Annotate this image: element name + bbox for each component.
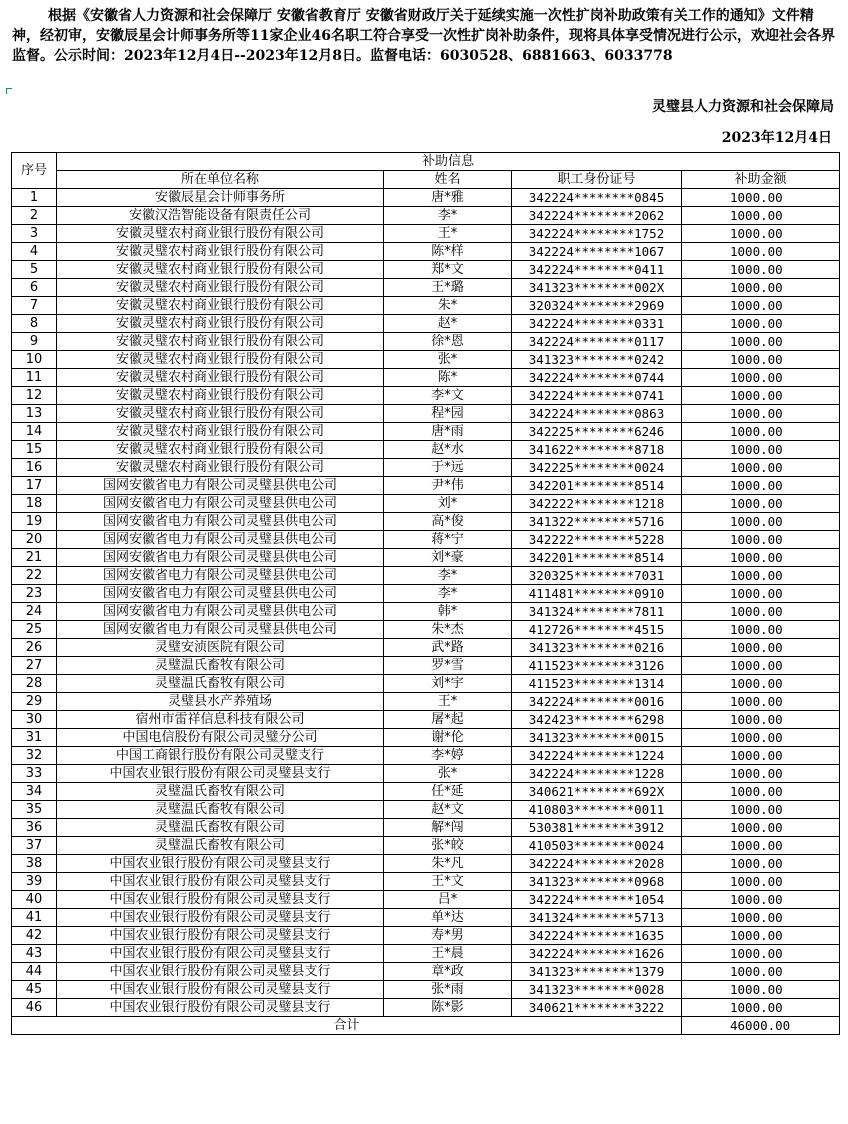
row-name: 陈*影: [384, 999, 512, 1017]
row-amount: 1000.00: [682, 315, 840, 333]
row-id: 530381********3912: [512, 819, 682, 837]
row-amount: 1000.00: [682, 639, 840, 657]
row-id: 342222********1218: [512, 495, 682, 513]
table-row: [12, 873, 840, 891]
row-seq: 8: [12, 315, 57, 333]
table-row: [12, 387, 840, 405]
row-id: 342224********1752: [512, 225, 682, 243]
row-amount: 1000.00: [682, 963, 840, 981]
row-amount: 1000.00: [682, 693, 840, 711]
issuing-organization: 灵璧县人力资源和社会保障局: [652, 99, 834, 115]
row-seq: 40: [12, 891, 57, 909]
row-seq: 38: [12, 855, 57, 873]
row-amount: 1000.00: [682, 351, 840, 369]
row-name: 徐*恩: [384, 333, 512, 351]
row-unit: 安徽灵璧农村商业银行股份有限公司: [57, 261, 384, 279]
row-unit: 国网安徽省电力有限公司灵璧县供电公司: [57, 513, 384, 531]
row-amount: 1000.00: [682, 207, 840, 225]
row-unit: 安徽灵璧农村商业银行股份有限公司: [57, 405, 384, 423]
row-id: 342224********2028: [512, 855, 682, 873]
row-amount: 1000.00: [682, 891, 840, 909]
row-seq: 41: [12, 909, 57, 927]
table-row: [12, 945, 840, 963]
row-name: 张*皎: [384, 837, 512, 855]
row-name: 罗*雪: [384, 657, 512, 675]
row-seq: 7: [12, 297, 57, 315]
row-unit: 安徽灵璧农村商业银行股份有限公司: [57, 387, 384, 405]
row-seq: 24: [12, 603, 57, 621]
row-amount: 1000.00: [682, 855, 840, 873]
row-seq: 9: [12, 333, 57, 351]
row-name: 王*晨: [384, 945, 512, 963]
table-row: [12, 729, 840, 747]
row-unit: 安徽灵璧农村商业银行股份有限公司: [57, 225, 384, 243]
row-id: 320325********7031: [512, 567, 682, 585]
row-amount: 1000.00: [682, 729, 840, 747]
table-row: [12, 963, 840, 981]
table-row: [12, 297, 840, 315]
row-amount: 1000.00: [682, 423, 840, 441]
row-unit: 灵璧温氏畜牧有限公司: [57, 819, 384, 837]
row-unit: 安徽灵璧农村商业银行股份有限公司: [57, 423, 384, 441]
row-amount: 1000.00: [682, 333, 840, 351]
row-seq: 2: [12, 207, 57, 225]
row-amount: 1000.00: [682, 369, 840, 387]
row-name: 屠*起: [384, 711, 512, 729]
row-name: 张*雨: [384, 981, 512, 999]
row-name: 李*: [384, 567, 512, 585]
table-row: [12, 909, 840, 927]
row-unit: 中国农业银行股份有限公司灵璧县支行: [57, 963, 384, 981]
row-seq: 33: [12, 765, 57, 783]
row-id: 342224********1228: [512, 765, 682, 783]
row-amount: 1000.00: [682, 297, 840, 315]
row-name: 刘*宇: [384, 675, 512, 693]
row-amount: 1000.00: [682, 531, 840, 549]
total-amount: 46000.00: [682, 1017, 840, 1035]
row-amount: 1000.00: [682, 567, 840, 585]
row-id: 342201********8514: [512, 477, 682, 495]
row-id: 341323********002X: [512, 279, 682, 297]
header-unit: 所在单位名称: [57, 171, 384, 189]
row-id: 341324********7811: [512, 603, 682, 621]
table-body: [12, 189, 840, 1017]
publish-date: 2023年12月4日: [721, 130, 832, 146]
row-seq: 32: [12, 747, 57, 765]
table-row: [12, 351, 840, 369]
table-row: [12, 765, 840, 783]
row-seq: 43: [12, 945, 57, 963]
row-amount: 1000.00: [682, 243, 840, 261]
row-id: 410803********0011: [512, 801, 682, 819]
row-id: 342224********0117: [512, 333, 682, 351]
table-row: [12, 621, 840, 639]
row-name: 朱*: [384, 297, 512, 315]
row-amount: 1000.00: [682, 549, 840, 567]
row-amount: 1000.00: [682, 585, 840, 603]
row-id: 341322********5716: [512, 513, 682, 531]
table-row: [12, 747, 840, 765]
table-row: [12, 279, 840, 297]
row-name: 陈*: [384, 369, 512, 387]
row-seq: 6: [12, 279, 57, 297]
row-seq: 17: [12, 477, 57, 495]
table-row: [12, 585, 840, 603]
total-label: 合计: [12, 1017, 682, 1035]
row-id: 342224********0016: [512, 693, 682, 711]
table-row: [12, 189, 840, 207]
row-id: 410503********0024: [512, 837, 682, 855]
table-row: [12, 315, 840, 333]
row-seq: 22: [12, 567, 57, 585]
notice-text: 根据《安徽省人力资源和社会保障厅 安徽省教育厅 安徽省财政厅关于延续实施一次性扩岗补助政策有关工作的通知》文件精神，经初审，安徽辰星会计师事务所等11家企业46名职工符合享受一次性扩岗补助条件，现将具体享受情况进行公示，欢迎社会各界监督。公示时间：2023年12月4日--2023年12月8日。监督电话：6030528、6881663、6033778: [12, 8, 835, 64]
row-id: 341622********8718: [512, 441, 682, 459]
row-name: 李*: [384, 585, 512, 603]
row-seq: 11: [12, 369, 57, 387]
row-id: 411523********3126: [512, 657, 682, 675]
row-seq: 3: [12, 225, 57, 243]
row-unit: 中国农业银行股份有限公司灵璧县支行: [57, 765, 384, 783]
row-id: 342225********6246: [512, 423, 682, 441]
row-seq: 15: [12, 441, 57, 459]
row-amount: 1000.00: [682, 189, 840, 207]
row-unit: 中国农业银行股份有限公司灵璧县支行: [57, 909, 384, 927]
row-name: 张*: [384, 351, 512, 369]
row-amount: 1000.00: [682, 513, 840, 531]
row-amount: 1000.00: [682, 477, 840, 495]
row-seq: 27: [12, 657, 57, 675]
row-id: 341324********5713: [512, 909, 682, 927]
row-unit: 中国农业银行股份有限公司灵璧县支行: [57, 945, 384, 963]
row-unit: 安徽灵璧农村商业银行股份有限公司: [57, 297, 384, 315]
row-name: 尹*伟: [384, 477, 512, 495]
row-unit: 国网安徽省电力有限公司灵璧县供电公司: [57, 621, 384, 639]
table-row: [12, 891, 840, 909]
row-id: 341323********0242: [512, 351, 682, 369]
row-unit: 安徽灵璧农村商业银行股份有限公司: [57, 333, 384, 351]
header-id: 职工身份证号: [512, 171, 682, 189]
row-seq: 42: [12, 927, 57, 945]
table-row: [12, 657, 840, 675]
row-seq: 14: [12, 423, 57, 441]
row-seq: 4: [12, 243, 57, 261]
row-amount: 1000.00: [682, 765, 840, 783]
row-seq: 19: [12, 513, 57, 531]
row-id: 342224********0411: [512, 261, 682, 279]
table-row: [12, 441, 840, 459]
table-row: [12, 639, 840, 657]
row-seq: 12: [12, 387, 57, 405]
row-amount: 1000.00: [682, 801, 840, 819]
row-name: 韩*: [384, 603, 512, 621]
row-name: 蒋*宁: [384, 531, 512, 549]
row-id: 342224********1067: [512, 243, 682, 261]
table-row: [12, 369, 840, 387]
row-name: 李*文: [384, 387, 512, 405]
row-id: 411523********1314: [512, 675, 682, 693]
table-row: [12, 549, 840, 567]
table-row: [12, 837, 840, 855]
row-id: 342224********1626: [512, 945, 682, 963]
header-name: 姓名: [384, 171, 512, 189]
table-row: [12, 981, 840, 999]
row-unit: 中国农业银行股份有限公司灵璧县支行: [57, 891, 384, 909]
row-seq: 29: [12, 693, 57, 711]
row-amount: 1000.00: [682, 945, 840, 963]
row-seq: 39: [12, 873, 57, 891]
row-unit: 国网安徽省电力有限公司灵璧县供电公司: [57, 567, 384, 585]
row-id: 342224********0331: [512, 315, 682, 333]
row-unit: 灵璧温氏畜牧有限公司: [57, 657, 384, 675]
row-amount: 1000.00: [682, 783, 840, 801]
row-id: 342224********1224: [512, 747, 682, 765]
row-amount: 1000.00: [682, 261, 840, 279]
table-row: [12, 819, 840, 837]
row-seq: 45: [12, 981, 57, 999]
subsidy-table: [11, 152, 840, 1035]
header-row-group: [12, 153, 840, 171]
row-name: 单*达: [384, 909, 512, 927]
row-unit: 国网安徽省电力有限公司灵璧县供电公司: [57, 477, 384, 495]
table-row: [12, 225, 840, 243]
row-name: 武*路: [384, 639, 512, 657]
row-unit: 国网安徽省电力有限公司灵璧县供电公司: [57, 495, 384, 513]
row-id: 340621********692X: [512, 783, 682, 801]
table-row: [12, 999, 840, 1017]
row-name: 唐*雅: [384, 189, 512, 207]
row-seq: 25: [12, 621, 57, 639]
row-unit: 安徽灵璧农村商业银行股份有限公司: [57, 351, 384, 369]
row-name: 王*: [384, 693, 512, 711]
row-name: 高*俊: [384, 513, 512, 531]
row-seq: 21: [12, 549, 57, 567]
row-unit: 灵璧温氏畜牧有限公司: [57, 837, 384, 855]
row-unit: 国网安徽省电力有限公司灵璧县供电公司: [57, 531, 384, 549]
row-seq: 34: [12, 783, 57, 801]
row-name: 章*政: [384, 963, 512, 981]
table-row: [12, 261, 840, 279]
row-id: 342423********6298: [512, 711, 682, 729]
row-amount: 1000.00: [682, 747, 840, 765]
cell-corner-marker: [6, 88, 12, 94]
row-unit: 宿州市雷祥信息科技有限公司: [57, 711, 384, 729]
table-row: [12, 927, 840, 945]
row-name: 朱*凡: [384, 855, 512, 873]
row-seq: 18: [12, 495, 57, 513]
row-amount: 1000.00: [682, 495, 840, 513]
row-unit: 中国农业银行股份有限公司灵璧县支行: [57, 855, 384, 873]
row-name: 郑*文: [384, 261, 512, 279]
row-unit: 国网安徽省电力有限公司灵璧县供电公司: [57, 603, 384, 621]
table-row: [12, 495, 840, 513]
row-name: 刘*豪: [384, 549, 512, 567]
row-unit: 灵璧温氏畜牧有限公司: [57, 675, 384, 693]
table-row: [12, 783, 840, 801]
row-seq: 13: [12, 405, 57, 423]
row-unit: 灵璧温氏畜牧有限公司: [57, 801, 384, 819]
row-name: 于*远: [384, 459, 512, 477]
row-seq: 36: [12, 819, 57, 837]
header-subsidy-info: 补助信息: [57, 153, 840, 171]
row-name: 王*: [384, 225, 512, 243]
row-name: 朱*杰: [384, 621, 512, 639]
row-unit: 安徽灵璧农村商业银行股份有限公司: [57, 441, 384, 459]
row-unit: 灵璧温氏畜牧有限公司: [57, 783, 384, 801]
row-amount: 1000.00: [682, 711, 840, 729]
row-name: 寿*男: [384, 927, 512, 945]
row-amount: 1000.00: [682, 657, 840, 675]
row-id: 341323********0216: [512, 639, 682, 657]
table-row: [12, 567, 840, 585]
row-amount: 1000.00: [682, 675, 840, 693]
table-row: [12, 423, 840, 441]
row-amount: 1000.00: [682, 837, 840, 855]
row-name: 赵*水: [384, 441, 512, 459]
row-unit: 中国农业银行股份有限公司灵璧县支行: [57, 999, 384, 1017]
row-amount: 1000.00: [682, 603, 840, 621]
row-seq: 16: [12, 459, 57, 477]
row-name: 陈*样: [384, 243, 512, 261]
row-name: 吕*: [384, 891, 512, 909]
row-id: 342201********8514: [512, 549, 682, 567]
row-amount: 1000.00: [682, 621, 840, 639]
row-unit: 安徽灵璧农村商业银行股份有限公司: [57, 369, 384, 387]
table-row: [12, 603, 840, 621]
row-amount: 1000.00: [682, 441, 840, 459]
row-seq: 26: [12, 639, 57, 657]
table-row: [12, 855, 840, 873]
row-id: 342224********2062: [512, 207, 682, 225]
row-seq: 44: [12, 963, 57, 981]
row-unit: 中国农业银行股份有限公司灵璧县支行: [57, 927, 384, 945]
row-id: 342222********5228: [512, 531, 682, 549]
row-seq: 10: [12, 351, 57, 369]
row-unit: 中国电信股份有限公司灵璧分公司: [57, 729, 384, 747]
header-row-columns: [12, 171, 840, 189]
row-seq: 5: [12, 261, 57, 279]
table-row: [12, 333, 840, 351]
row-id: 320324********2969: [512, 297, 682, 315]
row-unit: 安徽灵璧农村商业银行股份有限公司: [57, 315, 384, 333]
row-unit: 安徽灵璧农村商业银行股份有限公司: [57, 243, 384, 261]
table-row: [12, 243, 840, 261]
table-row: [12, 207, 840, 225]
row-name: 张*: [384, 765, 512, 783]
row-id: 341323********0028: [512, 981, 682, 999]
row-unit: 国网安徽省电力有限公司灵璧县供电公司: [57, 585, 384, 603]
row-seq: 1: [12, 189, 57, 207]
row-seq: 31: [12, 729, 57, 747]
row-unit: 国网安徽省电力有限公司灵璧县供电公司: [57, 549, 384, 567]
row-seq: 35: [12, 801, 57, 819]
header-seq: 序号: [12, 153, 57, 189]
row-name: 谢*伦: [384, 729, 512, 747]
row-name: 赵*文: [384, 801, 512, 819]
row-name: 王*文: [384, 873, 512, 891]
row-seq: 28: [12, 675, 57, 693]
row-unit: 灵璧县水产养殖场: [57, 693, 384, 711]
table-row: [12, 675, 840, 693]
row-amount: 1000.00: [682, 927, 840, 945]
row-unit: 安徽辰星会计师事务所: [57, 189, 384, 207]
row-id: 342224********0845: [512, 189, 682, 207]
row-id: 342224********1054: [512, 891, 682, 909]
row-name: 刘*: [384, 495, 512, 513]
row-amount: 1000.00: [682, 225, 840, 243]
row-name: 任*延: [384, 783, 512, 801]
table-row: [12, 693, 840, 711]
row-id: 412726********4515: [512, 621, 682, 639]
row-amount: 1000.00: [682, 405, 840, 423]
table-row: [12, 711, 840, 729]
row-seq: 46: [12, 999, 57, 1017]
row-unit: 安徽汉浩智能设备有限责任公司: [57, 207, 384, 225]
table-row: [12, 459, 840, 477]
row-unit: 安徽灵璧农村商业银行股份有限公司: [57, 279, 384, 297]
row-amount: 1000.00: [682, 279, 840, 297]
row-amount: 1000.00: [682, 909, 840, 927]
row-id: 342225********0024: [512, 459, 682, 477]
row-unit: 中国工商银行股份有限公司灵璧支行: [57, 747, 384, 765]
row-id: 411481********0910: [512, 585, 682, 603]
row-unit: 中国农业银行股份有限公司灵璧县支行: [57, 981, 384, 999]
row-unit: 中国农业银行股份有限公司灵璧县支行: [57, 873, 384, 891]
table-row: [12, 801, 840, 819]
table-row: [12, 513, 840, 531]
row-seq: 30: [12, 711, 57, 729]
row-unit: 安徽灵璧农村商业银行股份有限公司: [57, 459, 384, 477]
table-row: [12, 477, 840, 495]
row-id: 342224********1635: [512, 927, 682, 945]
row-id: 341323********0968: [512, 873, 682, 891]
row-id: 342224********0741: [512, 387, 682, 405]
row-unit: 灵璧安浈医院有限公司: [57, 639, 384, 657]
row-seq: 23: [12, 585, 57, 603]
row-amount: 1000.00: [682, 387, 840, 405]
header-amount: 补助金额: [682, 171, 840, 189]
row-id: 341323********0015: [512, 729, 682, 747]
row-name: 程*园: [384, 405, 512, 423]
row-id: 340621********3222: [512, 999, 682, 1017]
row-amount: 1000.00: [682, 999, 840, 1017]
row-amount: 1000.00: [682, 459, 840, 477]
row-name: 解*闯: [384, 819, 512, 837]
row-seq: 20: [12, 531, 57, 549]
row-amount: 1000.00: [682, 819, 840, 837]
row-name: 王*璐: [384, 279, 512, 297]
row-amount: 1000.00: [682, 873, 840, 891]
row-name: 赵*: [384, 315, 512, 333]
total-row: [12, 1017, 840, 1035]
row-id: 342224********0863: [512, 405, 682, 423]
table-row: [12, 405, 840, 423]
table-row: [12, 531, 840, 549]
row-id: 341323********1379: [512, 963, 682, 981]
row-id: 342224********0744: [512, 369, 682, 387]
row-name: 李*婷: [384, 747, 512, 765]
row-name: 唐*雨: [384, 423, 512, 441]
row-name: 李*: [384, 207, 512, 225]
row-amount: 1000.00: [682, 981, 840, 999]
row-seq: 37: [12, 837, 57, 855]
